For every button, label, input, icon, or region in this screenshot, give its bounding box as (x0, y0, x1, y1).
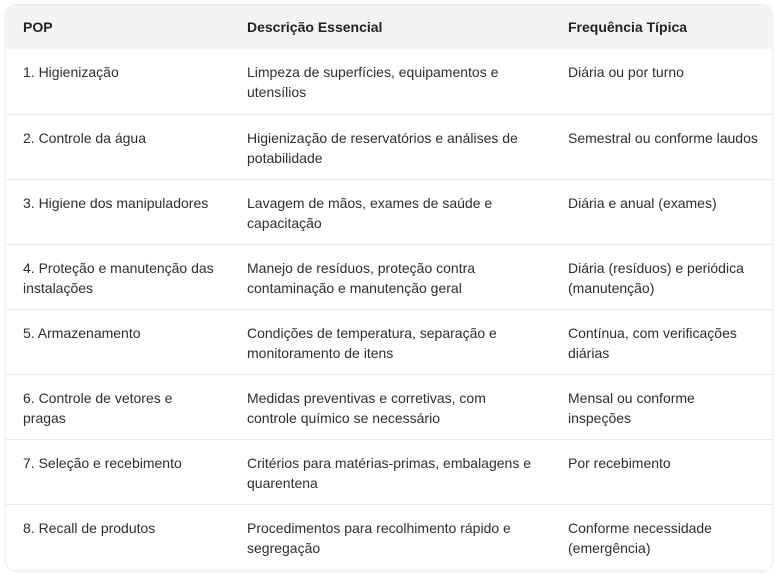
cell-frequencia: Semestral ou conforme laudos (568, 129, 758, 146)
cell-frequencia: Diária (resíduos) e periódica (manutenção) (568, 259, 744, 296)
cell-pop: 3. Higiene dos manipuladores (23, 194, 209, 211)
cell-pop: 2. Controle da água (23, 129, 146, 146)
table-row (6, 49, 772, 114)
cell-pop: 4. Proteção e manutenção das instalações (23, 259, 214, 296)
cell-pop: 6. Controle de vetores e pragas (23, 389, 173, 426)
table-row (6, 179, 772, 244)
table-row (6, 439, 772, 504)
table-header (6, 5, 772, 49)
cell-pop: 7. Seleção e recebimento (23, 454, 182, 471)
header-row (6, 5, 772, 49)
cell-frequencia: Mensal ou conforme inspeções (568, 389, 695, 426)
cell-descricao: Medidas preventivas e corretivas, com controle químico se necessário (247, 389, 486, 426)
table-row (6, 114, 772, 179)
table-body (6, 49, 772, 569)
header-pop: POP (23, 19, 53, 35)
cell-frequencia: Diária ou por turno (568, 64, 684, 80)
table-row (6, 244, 772, 309)
pop-table (6, 5, 772, 569)
cell-frequencia: Conforme necessidade (emergência) (568, 519, 712, 556)
cell-frequencia: Diária e anual (exames) (568, 194, 717, 211)
table-row (6, 504, 772, 569)
table-row (6, 374, 772, 439)
cell-descricao: Limpeza de superfícies, equipamentos e utensílios (247, 64, 499, 100)
cell-descricao: Condições de temperatura, separação e monitoramento de itens (247, 324, 497, 361)
cell-descricao: Critérios para matérias-primas, embalagens e quarentena (247, 454, 531, 491)
cell-descricao: Manejo de resíduos, proteção contra contaminação e manutenção geral (247, 259, 476, 296)
cell-pop: 1. Higienização (23, 64, 119, 80)
table-row (6, 309, 772, 374)
cell-pop: 5. Armazenamento (23, 324, 141, 341)
cell-pop: 8. Recall de produtos (23, 519, 156, 536)
header-descricao: Descrição Essencial (247, 19, 383, 35)
cell-frequencia: Por recebimento (568, 454, 671, 471)
cell-descricao: Higienização de reservatórios e análises de potabilidade (247, 129, 518, 166)
pop-table-container (6, 5, 772, 570)
header-frequencia: Frequência Típica (568, 19, 688, 35)
cell-descricao: Procedimentos para recolhimento rápido e segregação (247, 519, 511, 556)
cell-frequencia: Contínua, com verificações diárias (568, 324, 737, 361)
cell-descricao: Lavagem de mãos, exames de saúde e capacitação (247, 194, 493, 231)
